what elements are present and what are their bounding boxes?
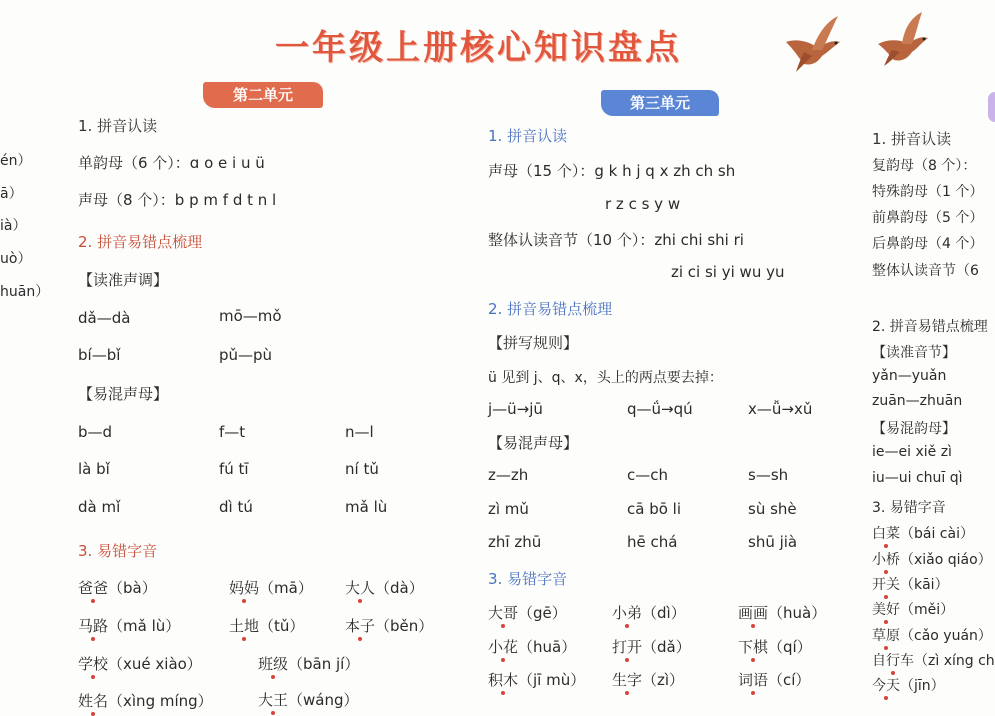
mix-item: c—ch <box>627 466 669 484</box>
swallow-illustration <box>778 12 848 74</box>
unit3-zhengti-cont: zi ci si yi wu yu <box>671 263 785 281</box>
unit4-teshu: 特殊韵母（1 个） <box>872 184 984 200</box>
word-entry: 白菜（bái cài） <box>872 526 974 542</box>
mix-item: zì mǔ <box>488 500 529 518</box>
tone-pair: pǔ—pù <box>219 346 273 364</box>
edge-text: uò） <box>0 251 32 267</box>
rule-example: q—ǘ→qú <box>627 400 693 418</box>
word-entry: 小弟（dì） <box>612 604 686 622</box>
word-entry: 小花（huā） <box>488 638 577 656</box>
edge-text: ā） <box>0 186 23 202</box>
mix-item: n—l <box>345 423 374 441</box>
mix-item: mǎ lù <box>345 498 388 516</box>
word-entry: 美好（měi） <box>872 602 955 618</box>
unit2-shengmu: 声母（8 个）：b p m f d t n l <box>78 191 277 209</box>
mix-item: là bǐ <box>78 460 110 478</box>
word-entry: 大王（wáng） <box>258 691 359 709</box>
unit3-section1-heading: 1. 拼音认读 <box>488 127 568 145</box>
unit2-tone-heading: 【读准声调】 <box>78 271 169 289</box>
mix-item: s—sh <box>748 466 789 484</box>
unit2-yunmu: 单韵母（6 个）：ɑ o e i u ü <box>78 154 265 172</box>
page-title: 一年级上册核心知识盘点 <box>275 28 682 68</box>
word-entry: 词语（cí） <box>738 671 811 689</box>
unit4-yinjie: yǎn—yuǎn <box>872 368 947 384</box>
mix-item: sù shè <box>748 500 797 518</box>
unit4-fu: 复韵母（8 个）： <box>872 158 977 174</box>
unit3-banner: 第三单元 <box>601 90 719 116</box>
unit2-banner: 第二单元 <box>203 82 323 108</box>
word-entry: 姓名（xìng míng） <box>78 692 213 710</box>
tone-pair: mō—mǒ <box>219 307 282 325</box>
word-entry: 土地（tǔ） <box>229 617 305 635</box>
unit4-yinjie-heading: 【读准音节】 <box>872 345 956 361</box>
unit3-shengmu-cont: r z c s y w <box>605 195 681 213</box>
mix-item: fú tī <box>219 460 249 478</box>
mix-item: f—t <box>219 423 246 441</box>
word-entry: 下棋（qí） <box>738 638 812 656</box>
unit2-section2-heading: 2. 拼音易错点梳理 <box>78 233 203 251</box>
rule-example: j—ü→jū <box>488 400 543 418</box>
unit4-mix: ie—ei xiě zì <box>872 444 952 460</box>
unit4-section3-heading: 3. 易错字音 <box>872 500 946 516</box>
unit2-section1-heading: 1. 拼音认读 <box>78 117 158 135</box>
unit2-mix-heading: 【易混声母】 <box>78 385 169 403</box>
tone-pair: dǎ—dà <box>78 309 131 327</box>
decoration-edge <box>988 92 995 122</box>
edge-text: ià） <box>0 218 27 234</box>
mix-item: shū jià <box>748 533 798 551</box>
word-entry: 打开（dǎ） <box>612 638 691 656</box>
unit4-section2-heading: 2. 拼音易错点梳理 <box>872 319 988 335</box>
mix-item: dà mǐ <box>78 498 121 516</box>
swallow-illustration <box>872 10 932 68</box>
unit2-section3-heading: 3. 易错字音 <box>78 542 158 560</box>
unit4-mix-heading: 【易混韵母】 <box>872 421 956 437</box>
unit3-zhengti: 整体认读音节（10 个）：zhi chi shi ri <box>488 231 744 249</box>
word-entry: 生字（zì） <box>612 671 685 689</box>
word-entry: 本子（běn） <box>345 617 434 635</box>
mix-item: zhī zhū <box>488 533 542 551</box>
rule-example: x—ǚ→xǔ <box>748 400 813 418</box>
unit4-yinjie: zuān—zhuān <box>872 393 963 409</box>
word-entry: 小桥（xiǎo qiáo） <box>872 552 992 568</box>
word-entry: 马路（mǎ lù） <box>78 617 181 635</box>
word-entry: 画画（huà） <box>738 604 827 622</box>
unit3-rule: ü 见到 j、q、x，头上的两点要去掉： <box>488 370 723 386</box>
unit4-hou: 后鼻韵母（4 个） <box>872 236 984 252</box>
word-entry: 学校（xué xiào） <box>78 655 202 673</box>
unit4-zhengti: 整体认读音节（6 <box>872 263 979 279</box>
tone-pair: bí—bǐ <box>78 346 121 364</box>
edge-text: huān） <box>0 284 50 300</box>
mix-item: ní tǔ <box>345 460 379 478</box>
unit3-shengmu: 声母（15 个）：g k h j q x zh ch sh <box>488 162 736 180</box>
word-entry: 开关（kāi） <box>872 577 949 593</box>
word-entry: 积木（jī mù） <box>488 671 586 689</box>
mix-item: cā bō li <box>627 500 682 518</box>
unit3-section3-heading: 3. 易错字音 <box>488 570 568 588</box>
word-entry: 自行车（zì xíng ch <box>872 653 995 669</box>
word-entry: 大哥（gē） <box>488 604 567 622</box>
unit4-mix: iu—ui chuī qì <box>872 470 963 486</box>
unit3-section2-heading: 2. 拼音易错点梳理 <box>488 300 613 318</box>
edge-text: én） <box>0 153 32 169</box>
unit3-rule-heading: 【拼写规则】 <box>488 334 579 352</box>
unit4-qian: 前鼻韵母（5 个） <box>872 210 984 226</box>
mix-item: z—zh <box>488 466 529 484</box>
word-entry: 草原（cǎo yuán） <box>872 628 992 644</box>
unit4-section1-heading: 1. 拼音认读 <box>872 130 952 148</box>
word-entry: 今天（jīn） <box>872 678 945 694</box>
mix-item: b—d <box>78 423 113 441</box>
word-entry: 大人（dà） <box>345 579 424 597</box>
word-entry: 爸爸（bà） <box>78 579 157 597</box>
mix-item: dì tú <box>219 498 253 516</box>
word-entry: 班级（bān jí） <box>258 655 360 673</box>
mix-item: hē chá <box>627 533 678 551</box>
word-entry: 妈妈（mā） <box>229 579 313 597</box>
unit3-mix-heading: 【易混声母】 <box>488 434 579 452</box>
